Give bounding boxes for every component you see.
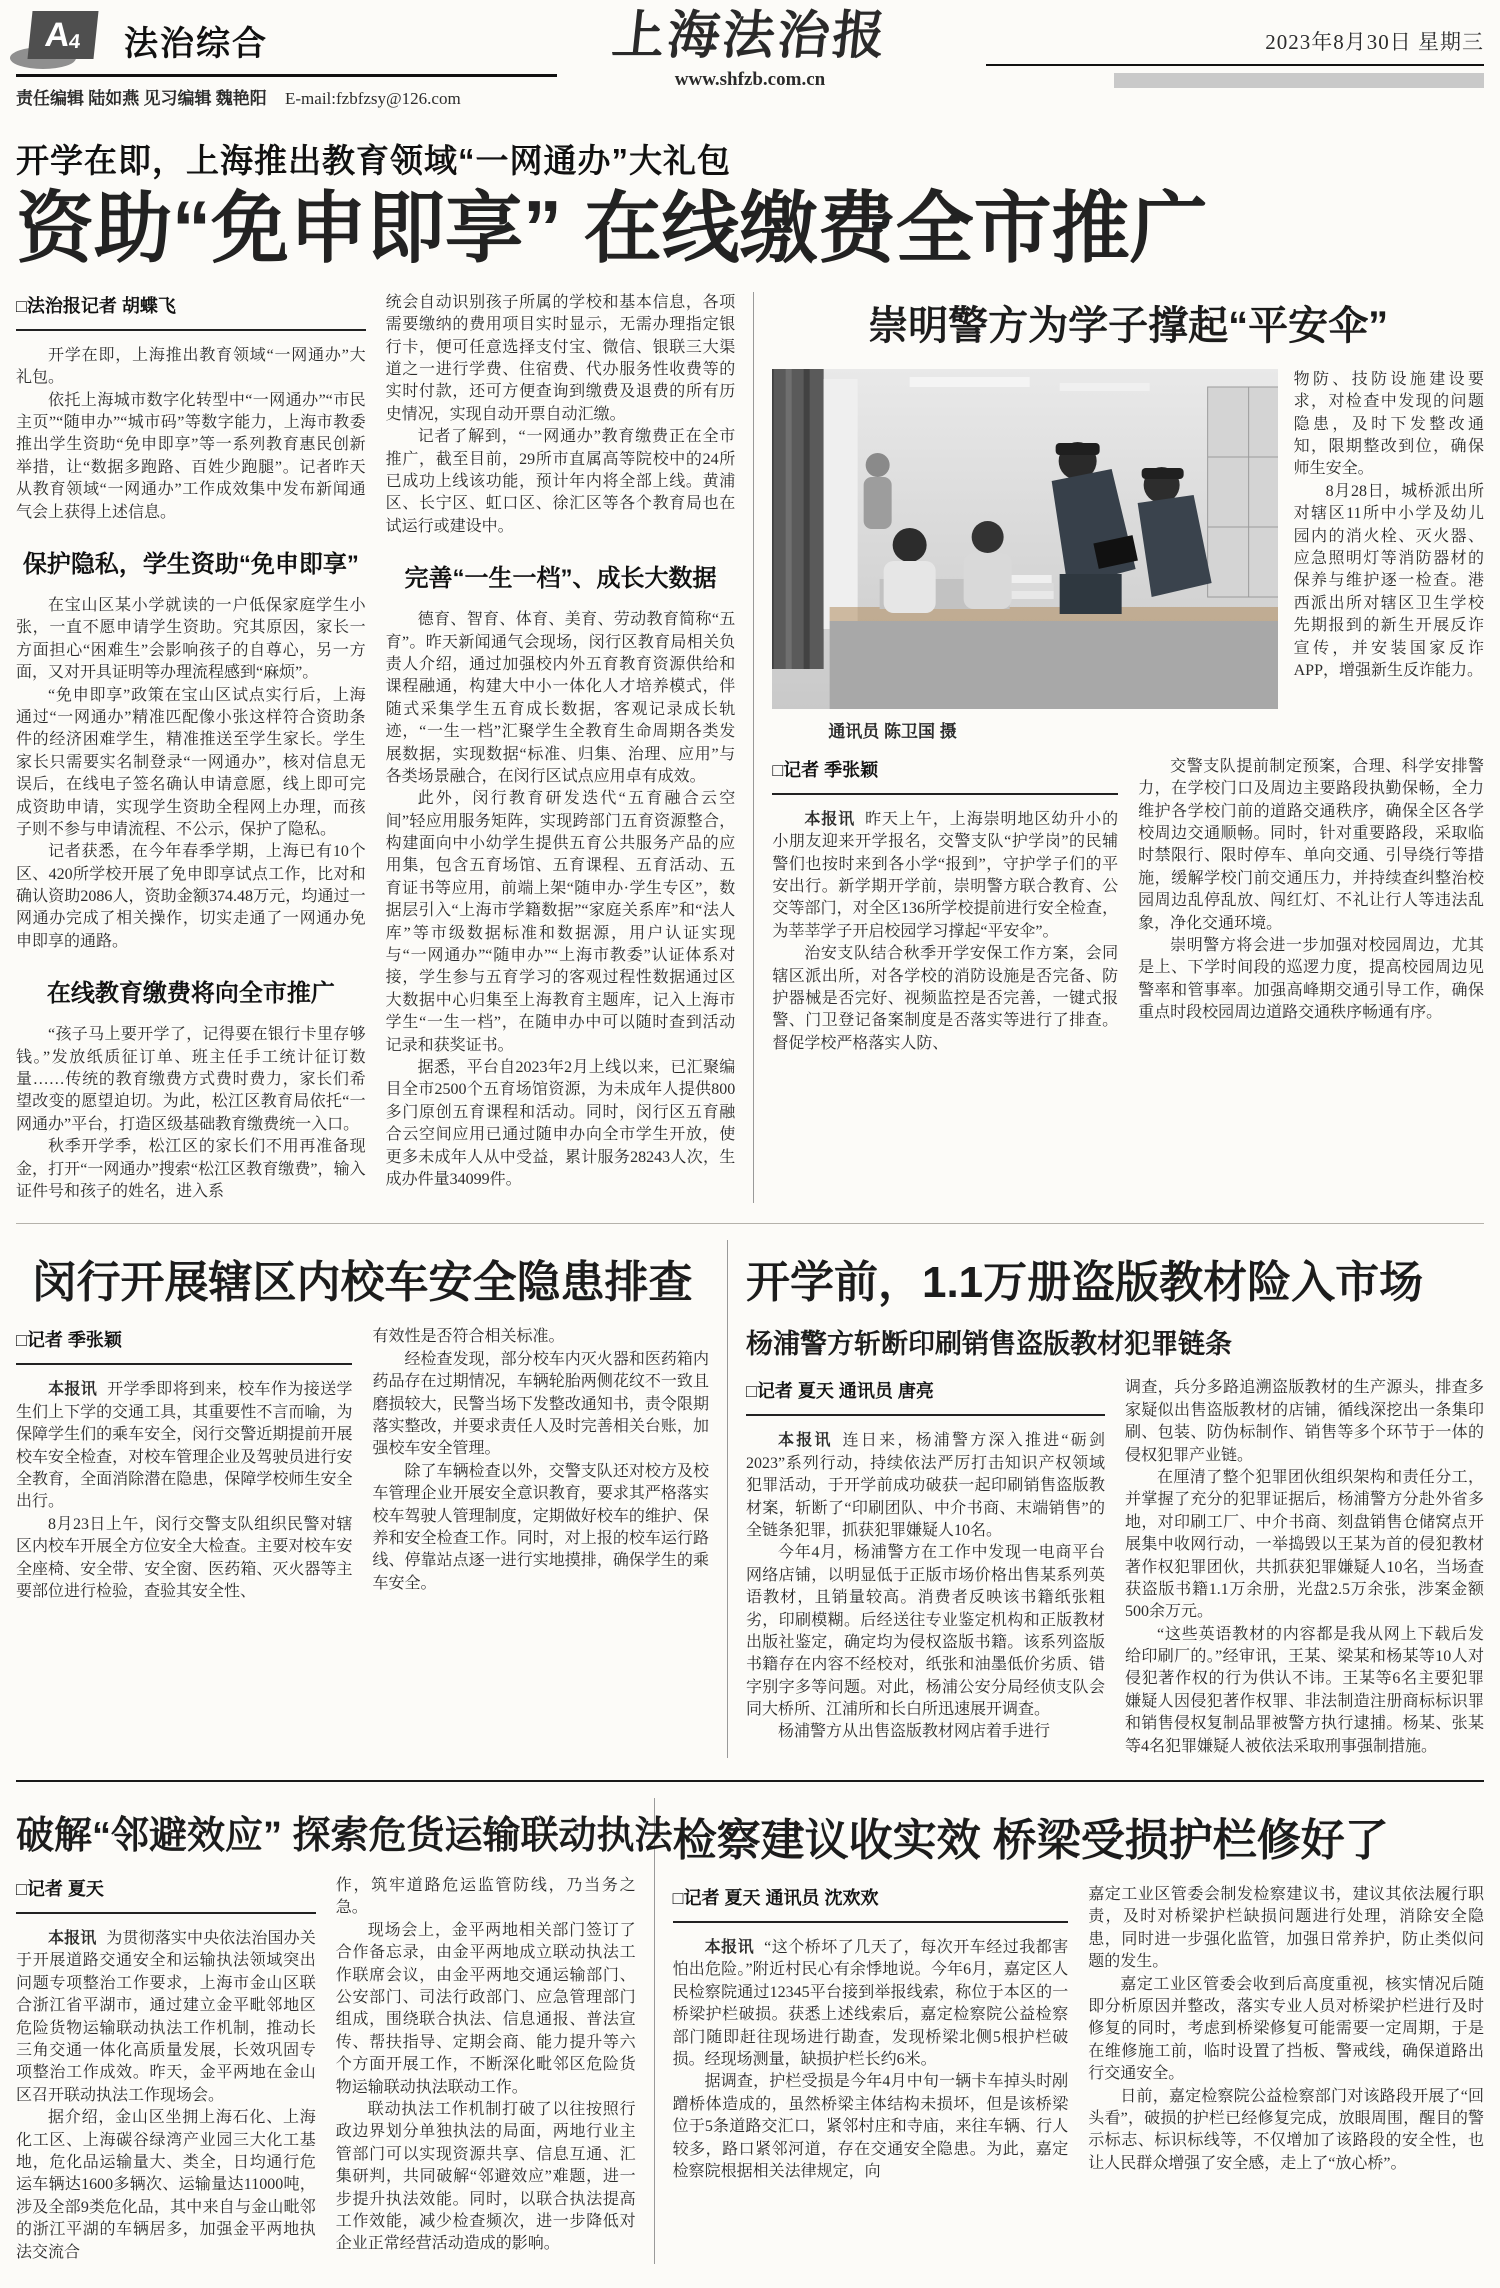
article-subhead: 保护隐私，学生资助“免申即享” (22, 551, 359, 579)
paragraph: 日前，嘉定检察院公益检察部门对该路段开展了“回头看”，破损的护栏已经修复完成，放眼周围，醒目的警示标志、标识标线等，不仅增加了该路段的安全性，也让人民群众增强了安全感，走上了“放心桥”。 (1088, 2087, 1485, 2172)
pojie-headline: 破解“邻避效应” 探索危货运输联动执法 (16, 1815, 673, 1858)
bottom-divider (16, 1780, 1484, 1782)
editor-email: E-mail:fzbfzsy@126.com (285, 89, 461, 108)
paragraph: 本报讯 为贯彻落实中央依法治国办关于开展道路交通安全和运输执法领域突出问题专项整治工作要求，上海市金山区联合浙江省平湖市，通过建立金平毗邻地区危险货物运输联动执法工作机制，推动长三角交通一体化高质量发展，长效巩固专项整治工作成效。昨天，金平两地在金山区召开联动执法工作现场会。 (16, 1930, 316, 2104)
news-photo-illustration (772, 369, 1277, 709)
newspaper-website: www.shfzb.com.cn (674, 68, 826, 90)
paragraph: 除了车辆检查以外，交警支队还对校方及校车管理企业开展安全意识教育，要求其严格落实校车驾驶人管理制度，定期做好校车的维护、保养和安全检查工作。同时，对上报的校车运行路线、停靠站点逐一进行实地摸排，确保学生的乘车安全。 (372, 1462, 709, 1592)
paragraph-lead-tag: 本报讯 (48, 1930, 97, 1948)
paragraph: 开学在即，上海推出教育领域“一网通办”大礼包。 (16, 346, 366, 387)
jiancha-column-1 (673, 1884, 1069, 2183)
paragraph: 有效性是否符合相关标准。 (372, 1328, 565, 1346)
gray-bar (1114, 73, 1484, 88)
paragraph: 经检查发现，部分校车内灭火器和医药箱内药品存在过期情况，车辆轮胎两侧花纹不一致且磨损较大，民警当场下发整改通知书，责令限期落实整改，并要求责任人及时完善相关台账，加强校车安全管理。 (372, 1350, 709, 1458)
daoban-column-2 (1125, 1377, 1484, 1758)
minhang-headline: 闵行开展辖区内校车安全隐患排查 (32, 1258, 693, 1308)
issue-date: 2023年8月30日 星期三 (1265, 30, 1484, 54)
minhang-article (16, 1240, 728, 1758)
article-subhead: 在线教育缴费将向全市推广 (46, 980, 335, 1008)
paragraph: 治安支队结合秋季开学安保工作方案，会同辖区派出所，对各学校的消防设施是否完备、防护器械是否完好、视频监控是否完善，一键式报警、门卫登记备案制度是否落实等进行了排查。督促学校严格落实人防、 (772, 945, 1119, 1052)
paragraph: 在宝山区某小学就读的一户低保家庭学生小张，一直不愿申请学生资助。究其原因，家长一方面担心“困难生”会影响孩子的自尊心，另一方面，又对开具证明等办理流程感到“麻烦”。 (16, 597, 366, 682)
pojie-column-1 (16, 1875, 316, 2264)
paragraph-lead-tag: 本报讯 (777, 1432, 833, 1450)
daoban-column-1-text (746, 1430, 1105, 1743)
lead-byline: □法治报记者 胡蝶飞 (16, 292, 366, 331)
paragraph: 此外，闵行教育研发迭代“五育融合云空间”轻应用服务矩阵，实现跨部门五育资源整合，构建面向中小幼学生提供五育公共服务产品的应用集，包含五育场馆、五育课程、五育活动、五育证书等应用，前端上架“随申办·学生专区”，数据层引入“上海市学籍数据”“家庭关系库”和“法人库”等市级数据标准和数据源，用户认证实现与“一网通办”“随申办”“上海市教委”认证体系对接，学生参与五育学习的客观过程性数据通过区大数据中心归集至上海教育主题库，记入上海市学生“一生一档”，在随申办中可以随时查到活动记录和获奖证书。 (385, 790, 736, 1054)
paragraph: 记者获悉，在今年春季学期，上海已有10个区、420所学校开展了免申即享试点工作，比对和确认资助2086人，资助金额374.48万元，均通过一网通办完成了相关操作，切实走通了一网通办免申即享的通路。 (16, 843, 366, 950)
page-number-badge (16, 11, 102, 69)
paragraph-lead-tag: 本报讯 (48, 1381, 98, 1399)
jiancha-headline: 检察建议收实效 桥梁受损护栏修好了 (672, 1816, 1389, 1866)
daoban-article (728, 1240, 1484, 1758)
paragraph: 物防、技防设施建设要求，对检查中发现的问题隐患，及时下发整改通知，限期整改到位，确保师生安全。 (1293, 370, 1484, 478)
paragraph: 统会自动识别孩子所属的学校和基本信息，各项需要缴纳的费用项目实时显示，无需办理指定银行卡，便可任意选择支付宝、微信、银联三大渠道之一进行学费、住宿费、代办服务性收费等的实时付款，还可方便查询到缴费及退费的所有历史情况，实现自动开票自动汇缴。 (385, 293, 736, 423)
paragraph: 崇明警方将会进一步加强对校园周边，尤其是上、下学时间段的巡逻力度，提高校园周边见警率和管事率。加强高峰期交通引导工作，确保重点时段校园周边道路交通秩序畅通有序。 (1138, 937, 1484, 1022)
newspaper-masthead: 上海法治报 (609, 8, 891, 65)
header-left-top (16, 10, 557, 70)
article-subhead: 完善“一生一档”、成长大数据 (404, 565, 717, 593)
chongming-column-2 (1138, 756, 1484, 1055)
paragraph: 现场会上，金平两地相关部门签订了合作备忘录，由金平两地成立联动执法工作联席会议，由金平两地交通运输部门、公安部门、司法行政部门、应急管理部门组成，围绕联合执法、信息通报、普法宣传、帮扶指导、定期会商、能力提升等六个方面开展工作，不断深化毗邻区危险货物运输联动执法联动工作。 (335, 1921, 636, 2096)
paragraph: 嘉定工业区管委会制发检察建议书，建议其依法履行职责，及时对桥梁护栏缺损问题进行处理，消除安全隐患，同时进一步强化监管，加强日常养护，防止类似问题的发生。 (1088, 1886, 1485, 1971)
chongming-body (772, 756, 1484, 1055)
jiancha-body (673, 1884, 1484, 2183)
paragraph: “免申即享”政策在宝山区试点实行后，上海通过“一网通办”精准匹配像小张这样符合资助条件的经济困难学生，精准推送至学生家长。学生家长只需要实名制登录“一网通办”，核对信息无误后，在线电子签名确认申请意愿，线上即可完成资助申请，实现学生资助全程网上办理，而孩子则不参与申请流程、不公示，保护了隐私。 (16, 686, 366, 838)
daoban-headline: 开学前，1.1万册盗版教材险入市场 (745, 1258, 1424, 1308)
pojie-body (16, 1875, 636, 2264)
jiancha-column-2 (1088, 1884, 1484, 2183)
jiancha-column-1-text (673, 1937, 1069, 2183)
date-underline (986, 64, 1484, 88)
minhang-column-1 (16, 1326, 352, 1603)
paragraph: 秋季开学季，松江区的家长们不用再准备现金，打开“一网通办”搜索“松江区教育缴费”，输入证件号和孩子的姓名，进入系 (16, 1138, 366, 1200)
page-number (27, 11, 98, 59)
paragraph: 交警支队提前制定预案，合理、科学安排警力，在学校门口及周边主要路段执勤保畅，全力维护各学校门前的道路交通秩序，确保全区各学校周边交通顺畅。同时，针对重要路段，采取临时禁限行、限时停车、单向交通、引导绕行等措施，缓解学校门前交通压力，并持续查纠整治校园周边乱停乱放、闯红灯、不礼让行人等违法乱象，净化交通环境。 (1138, 757, 1484, 932)
editors-row (16, 74, 557, 109)
chongming-article (753, 292, 1484, 1204)
daoban-subtitle: 杨浦警方斩断印刷销售盗版教材犯罪链条 (745, 1329, 1232, 1360)
minhang-byline: □记者 季张颖 (16, 1326, 352, 1365)
paragraph: 依托上海城市数字化转型中“一网通办”“市民主页”“随申办”“城市码”等数字能力，上海市教委推出学生资助“免申即享”等一系列教育惠民创新举措，让“数据多跑路、百姓少跑腿”。记者昨天从教育领域“一网通办”工作成效集中发布新闻通气会上获得上述信息。 (16, 391, 366, 521)
pojie-article (16, 1798, 673, 2264)
daoban-body (746, 1377, 1484, 1758)
paragraph: 本报讯 连日来，杨浦警方深入推进“砺剑2023”系列行动，持续依法严厉打击知识产权领域犯罪活动，于开学前成功破获一起印刷销售盗版教材案，斩断了“印刷团队、中介书商、末端销售”的全链条犯罪，抓获犯罪嫌疑人10名。 (745, 1432, 1105, 1539)
paragraph: 杨浦警方从出售盗版教材网店着手进行 (777, 1723, 1050, 1741)
lead-article (16, 292, 735, 1204)
paragraph: 德育、智育、体育、美育、劳动教育简称“五育”。昨天新闻通气会现场，闵行区教育局相关负责人介绍，通过加强校内外五育教育资源供给和课程融通，构建大中小一体化人才培养模式，伴随式采集学生五育成长数据，客观记录成长轨迹，“一生一档”汇聚学生全教育生命周期各类发展数据，实现数据“标准、归集、治理、应用”与各类场景融合，在闵行区试点应用卓有成效。 (385, 611, 736, 785)
chongming-column-1 (772, 756, 1118, 1055)
pojie-column-1-text (16, 1928, 316, 2264)
paragraph: 8月28日，城桥派出所对辖区11所中小学及幼儿园内的消火栓、灭火器、应急照明灯等消防器材的保养与维护逐一检查。港西派出所对辖区卫生学校先期报到的新生开展反诈宣传，并安装国家反诈APP，增强新生反诈能力。 (1293, 482, 1484, 679)
photo-box (772, 369, 1277, 744)
daoban-column-1 (746, 1377, 1105, 1758)
header-right (943, 10, 1484, 109)
chongming-side-column (1294, 369, 1484, 744)
pojie-byline: □记者 夏天 (16, 1875, 316, 1914)
chongming-byline: □记者 季张颖 (772, 756, 1118, 795)
chongming-headline: 崇明警方为学子撑起“平安伞” (868, 303, 1389, 348)
news-photo (772, 369, 1277, 709)
jiancha-byline: □记者 夏天 通讯员 沈欢欢 (673, 1884, 1069, 1923)
lead-column-1 (16, 292, 366, 1204)
paragraph: 在厘清了整个犯罪团伙组织架构和责任分工，并掌握了充分的犯罪证据后，杨浦警方分赴外省多地，对印刷工厂、中介书商、刻盘销售仓储窝点开展集中收网行动，一举捣毁以王某为首的侵犯教材著作权犯罪团伙，共抓获犯罪嫌疑人10名，当场查获盗版书籍1.1万余册，光盘2.5万余张，涉案金额500余万元。 (1124, 1468, 1484, 1621)
paragraph: 记者了解到，“一网通办”教育缴费正在全市推广，截至目前，29所市直属高等院校中的24所已成功上线该功能，预计年内将全部上线。黄浦区、长宁区、虹口区、徐汇区等各个教育局也在试运行或建设中。 (385, 428, 736, 535)
page-digit: 4 (67, 31, 82, 53)
minhang-body (16, 1326, 709, 1603)
editors-names: 责任编辑 陆如燕 见习编辑 魏艳阳 (16, 89, 267, 108)
lead-kicker: 开学在即，上海推出教育领域“一网通办”大礼包 (16, 142, 731, 179)
chongming-column-1-text (772, 809, 1118, 1055)
paragraph: 调查，兵分多路追溯盗版教材的生产源头，排查多家疑似出售盗版教材的店铺，循线深挖出一条集印刷、包装、防伪标制作、销售等多个环节于一体的侵权犯罪产业链。 (1124, 1379, 1484, 1464)
paragraph: 嘉定工业区管委会收到后高度重视，核实情况后随即分析原因并整改，落实专业人员对桥梁护栏进行及时修复的同时，考虑到桥梁修复可能需要一定周期，于是在维修施工前，临时设置了挡板、警戒线，确保道路出行交通安全。 (1088, 1975, 1485, 2083)
lead-column-2 (386, 292, 736, 1204)
section-divider (16, 1223, 1484, 1224)
paragraph-lead-tag: 本报讯 (704, 1939, 755, 1957)
paragraph: 据调查，护栏受损是今年4月中旬一辆卡车掉头时剐蹭桥体造成的，虽然桥梁主体结构未损坏，但是该桥梁位于5条道路交汇口，紧邻村庄和寺庙，来往车辆、行人较多，路口紧邻河道，存在交通安全隐患。为此，嘉定检察院根据相关法律规定，向 (672, 2073, 1069, 2180)
bottom-row (16, 1798, 1484, 2264)
paragraph: 据介绍，金山区坐拥上海石化、上海化工区、上海碳谷绿湾产业园三大化工基地，危化品运输量大、类全，日均通行危运车辆达1600多辆次、运输量达11000吨，涉及全部9类危化品，其中来自与金山毗邻的浙江平湖的车辆居多，加强金平两地执法交流合 (16, 2109, 316, 2261)
jiancha-article (655, 1798, 1484, 2264)
lead-column-1-text (16, 345, 366, 1204)
paragraph: 本报讯 昨天上午，上海崇明地区幼升小的小朋友迎来开学报名，交警支队“护学岗”的民辅警们也按时来到各小学“报到”，守护学子们的平安出行。新学期开学前，崇明警方联合教育、公交等部门，对全区136所学校提前进行安全检查，为莘莘学子开启校园学习撑起“平安伞”。 (772, 810, 1119, 940)
chongming-photo-row (772, 369, 1484, 744)
photo-caption: 通讯员 陈卫国 摄 (828, 721, 957, 741)
masthead-block (557, 10, 943, 109)
page-header (16, 10, 1484, 109)
paragraph: 8月23日上午，闵行交警支队组织民警对辖区内校车开展全方位安全大检查。主要对校车安全座椅、安全带、安全窗、医药箱、灭火器等主要部位进行检验，查验其安全性、 (16, 1515, 353, 1600)
paragraph: 本报讯 开学季即将到来，校车作为接送学生们上下学的交通工具，其重要性不言而喻，为保障学生们的乘车安全，闵行交警近期提前开展校车安全检查，对校车管理企业及驾驶员进行安全教育，全面消除潜在隐患，保障学校师生安全出行。 (16, 1381, 353, 1511)
paragraph: 据悉，平台自2023年2月上线以来，已汇聚编目全市2500个五育场馆资源，为未成年人提供800多门原创五育课程和活动。同时，闵行区五育融合云空间应用已通过随申办向全市学生开放，使更多未成年人从中受益，累计服务28243人次，生成办件量34099件。 (385, 1059, 736, 1188)
section-title: 法治综合 (124, 24, 268, 63)
pojie-column-2 (336, 1875, 636, 2264)
minhang-column-1-text (16, 1379, 352, 1603)
minhang-column-2 (372, 1326, 708, 1603)
header-left (16, 10, 557, 109)
lead-row (16, 292, 1484, 1204)
paragraph-lead-tag: 本报讯 (804, 810, 856, 828)
page-letter: A (43, 16, 72, 54)
lead-headline: 资助“免申即享” 在线缴费全市推广 (16, 184, 1208, 272)
middle-row (16, 1240, 1484, 1758)
paragraph: 联动执法工作机制打破了以往按照行政边界划分单独执法的局面，两地行业主管部门可以实现资源共享、信息互通、汇集研判，共同破解“邻避效应”难题，进一步提升执法效能。同时，以联合执法提高工作效能，减少检查频次，进一步降低对企业正常经营活动造成的影响。 (335, 2100, 636, 2253)
paragraph: 今年4月，杨浦警方在工作中发现一电商平台网络店铺，以明显低于正版市场价格出售某系列英语教材，且销量较高。消费者反映该书籍纸张粗劣，印刷模糊。后经送往专业鉴定机构和正版教材出版社鉴定，确定均为侵权盗版书籍。该系列盗版书籍存在内容不经校对，纸张和油墨低价劣质、错字别字多等问题。对此，杨浦公安分局经侦支队会同大桥所、江浦所和长白所迅速展开调查。 (745, 1544, 1105, 1719)
paragraph: “这些英语教材的内容都是我从网上下载后发给印刷厂的。”经审讯，王某、梁某和杨某等10人对侵犯著作权的行为供认不讳。王某等6名主要犯罪嫌疑人因侵犯著作权罪、非法制造注册商标标识罪和销售侵权复制品罪被警方执行逮捕。杨某、张某等4名犯罪嫌疑人被依法采取刑事强制措施。 (1124, 1625, 1484, 1755)
paragraph: 作，筑牢道路危运监管防线，乃当务之急。 (335, 1877, 636, 1917)
paragraph: “孩子马上要开学了，记得要在银行卡里存够钱。”发放纸质征订单、班主任手工统计征订数量……传统的教育缴费方式费时费力，家长们希望改变的愿望迫切。为此，松江区教育局依托“一网通办”平台，打造区级基础教育缴费统一入口。 (16, 1026, 366, 1133)
paragraph: 本报讯 “这个桥坏了几天了，每次开车经过我都害怕出危险。”附近村民心有余悸地说。今年6月，嘉定区人民检察院通过12345平台接到举报线索，称位于本区的一桥梁护栏破损。获悉上述线索后，嘉定检察院公益检察部门随即赶往现场进行勘查，发现桥梁北侧5根护栏破损。经现场测量，缺损护栏长约6米。 (672, 1939, 1069, 2068)
daoban-byline: □记者 夏天 通讯员 唐亮 (746, 1377, 1105, 1416)
